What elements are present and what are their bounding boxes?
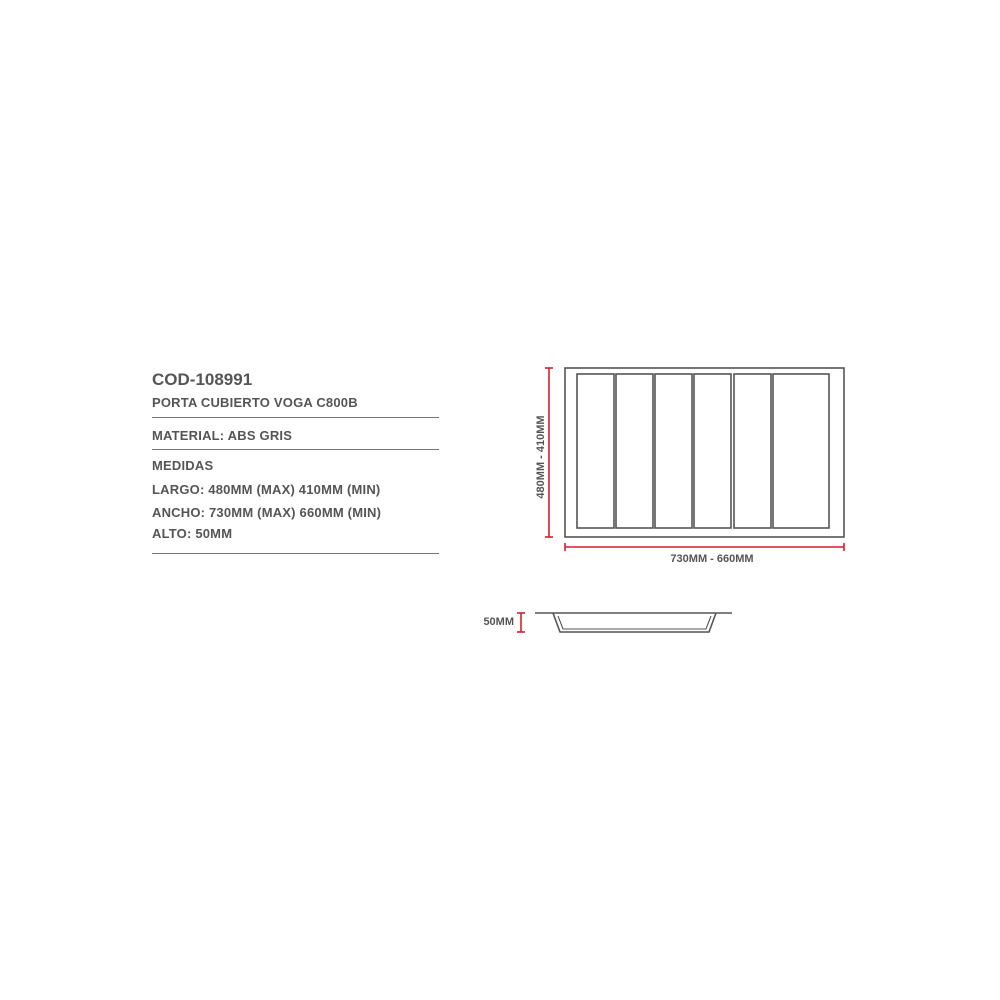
tray-compartment [734, 374, 771, 528]
profile-inner [558, 616, 711, 629]
depth-label: 50MM [483, 616, 514, 628]
ancho-line: ANCHO: 730MM (MAX) 660MM (MIN) [152, 505, 382, 520]
width-label: 730MM - 660MM [670, 553, 754, 565]
depth-dimension [517, 613, 525, 632]
width-dimension [565, 543, 844, 551]
largo-line: LARGO: 480MM (MAX) 410MM (MIN) [152, 482, 381, 497]
measures-heading: MEDIDAS [152, 458, 214, 473]
tray-outer-outline [565, 368, 844, 537]
material-line: MATERIAL: ABS GRIS [152, 428, 293, 443]
tray-compartment [655, 374, 692, 528]
alto-line: ALTO: 50MM [152, 526, 233, 541]
tray-compartment [694, 374, 731, 528]
product-code: COD-108991 [152, 370, 253, 389]
tray-compartment [616, 374, 653, 528]
tray-compartment [577, 374, 614, 528]
tray-side-profile [535, 613, 732, 632]
tray-top-view [565, 368, 844, 537]
product-name: PORTA CUBIERTO VOGA C800B [152, 395, 358, 410]
height-label: 480MM - 410MM [535, 415, 547, 499]
tray-compartment [773, 374, 829, 528]
